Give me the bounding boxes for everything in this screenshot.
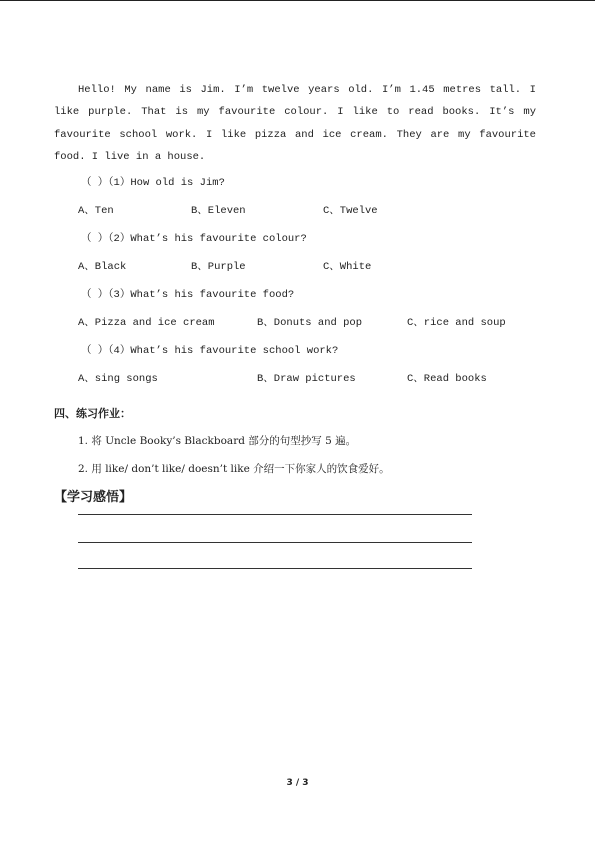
question-3-option-a: A、Pizza and ice cream <box>78 317 215 329</box>
reading-passage <box>54 79 536 168</box>
question-4-option-a: A、sing songs <box>78 373 158 385</box>
question-1-option-c: C、Twelve <box>323 205 378 217</box>
task-2: 2. 用 like/ don’t like/ doesn’t like 介绍一下你家人的饮食爱好。 <box>78 463 390 475</box>
reflection-title: 【学习感悟】 <box>54 490 133 505</box>
question-1-stem: （ ）（1）How old is Jim? <box>81 177 225 189</box>
question-2-option-a: A、Black <box>78 261 127 273</box>
question-1-option-b: B、Eleven <box>191 205 246 217</box>
question-1-option-a: A、Ten <box>78 205 114 217</box>
writing-line-3 <box>78 568 472 569</box>
question-4-option-c: C、Read books <box>407 373 487 385</box>
writing-line-2 <box>78 542 472 543</box>
top-border-line <box>0 0 595 1</box>
question-2-option-b: B、Purple <box>191 261 246 273</box>
question-4-stem: （ ）（4）What’s his favourite school work? <box>81 345 339 357</box>
passage-text: Hello! My name is Jim. I’m twelve years old. I’m 1.45 metres tall. I like purple. That is my favourite colour. I like to read books. It’s my favourite school work. I like pizza and ice cream. They are my favourite food. I live in a house. <box>54 84 536 163</box>
page-number: 3 / 3 <box>286 778 309 788</box>
section-4-title: 四、练习作业： <box>54 407 131 420</box>
question-3-stem: （ ）（3）What’s his favourite food? <box>81 289 295 301</box>
question-2-option-c: C、White <box>323 261 372 273</box>
writing-line-1 <box>78 514 472 515</box>
question-3-option-c: C、rice and soup <box>407 317 506 329</box>
question-4-option-b: B、Draw pictures <box>257 373 356 385</box>
task-1: 1. 将 Uncle Booky’s Blackboard 部分的句型抄写 5 遍。 <box>78 435 357 447</box>
question-3-option-b: B、Donuts and pop <box>257 317 363 329</box>
question-2-stem: （ ）（2）What’s his favourite colour? <box>81 233 307 245</box>
